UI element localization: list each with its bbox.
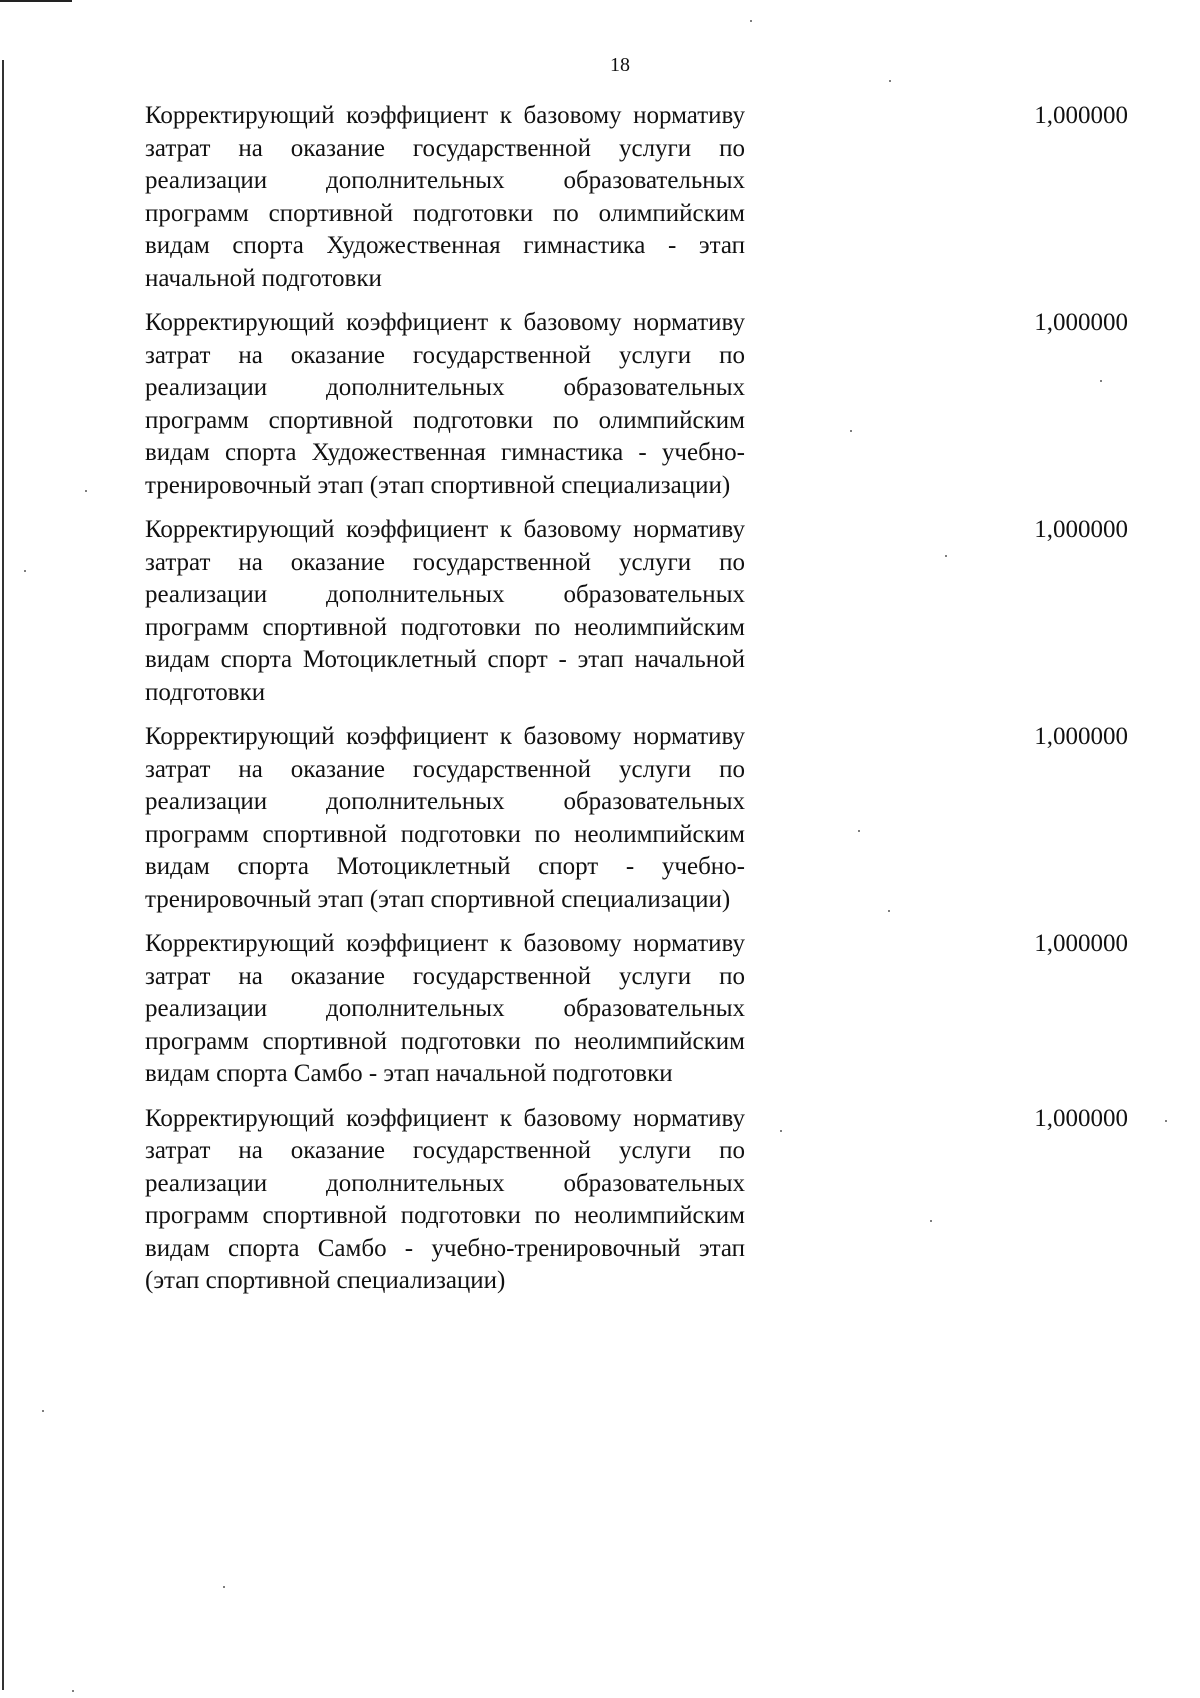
coefficient-list [145,100,1135,1310]
scan-speck [858,830,860,832]
coefficient-value: 1,000000 [1034,516,1128,543]
coefficient-description: Корректирующий коэффициент к базовому нормативу затрат на оказание государственной услуги по реализации дополнительных образовательных программ спортивной подготовки по неолимпийским видам спорта Самбо - этап начальной подготовки [145,930,745,1087]
scan-speck [1165,1120,1167,1122]
coefficient-entry [145,514,1135,709]
scan-speck [72,1690,74,1692]
coefficient-value: 1,000000 [1034,930,1128,957]
scan-speck [889,80,891,82]
coefficient-entry [145,1103,1135,1298]
coefficient-entry [145,928,1135,1091]
scan-speck [223,1586,225,1588]
coefficient-description: Корректирующий коэффициент к базовому нормативу затрат на оказание государственной услуги по реализации дополнительных образовательных программ спортивной подготовки по олимпийским видам спорта Художественная гимнастика - учебно-тренировочный этап (этап спортивной специализации) [145,309,745,499]
scan-speck [750,20,752,22]
scan-edge-left [2,60,4,1690]
scan-speck [42,1410,44,1412]
scan-speck [85,490,87,492]
coefficient-value: 1,000000 [1034,102,1128,129]
scan-speck [780,1130,782,1132]
scan-speck [888,910,890,912]
coefficient-value: 1,000000 [1034,309,1128,336]
coefficient-description: Корректирующий коэффициент к базовому нормативу затрат на оказание государственной услуги по реализации дополнительных образовательных программ спортивной подготовки по неолимпийским видам спорта Мотоциклетный спорт - этап начальной подготовки [145,516,745,706]
coefficient-entry [145,307,1135,502]
coefficient-value: 1,000000 [1034,723,1128,750]
coefficient-description: Корректирующий коэффициент к базовому нормативу затрат на оказание государственной услуги по реализации дополнительных образовательных программ спортивной подготовки по неолимпийским видам спорта Самбо - учебно-тренировочный этап (этап спортивной специализации) [145,1104,745,1294]
coefficient-value: 1,000000 [1034,1104,1128,1132]
scan-speck [850,430,852,432]
scan-speck [945,555,947,557]
coefficient-description: Корректирующий коэффициент к базовому нормативу затрат на оказание государственной услуги по реализации дополнительных образовательных программ спортивной подготовки по олимпийским видам спорта Художественная гимнастика - этап начальной подготовки [145,102,745,292]
coefficient-entry [145,721,1135,916]
coefficient-entry [145,100,1135,295]
page-number: 18 [610,54,630,76]
scan-speck [930,1220,932,1222]
scan-speck [1100,380,1102,382]
scan-speck [24,570,26,572]
scan-edge-top [0,0,72,2]
coefficient-description: Корректирующий коэффициент к базовому нормативу затрат на оказание государственной услуги по реализации дополнительных образовательных программ спортивной подготовки по неолимпийским видам спорта Мотоциклетный спорт - учебно-тренировочный этап (этап спортивной специализации) [145,723,745,913]
